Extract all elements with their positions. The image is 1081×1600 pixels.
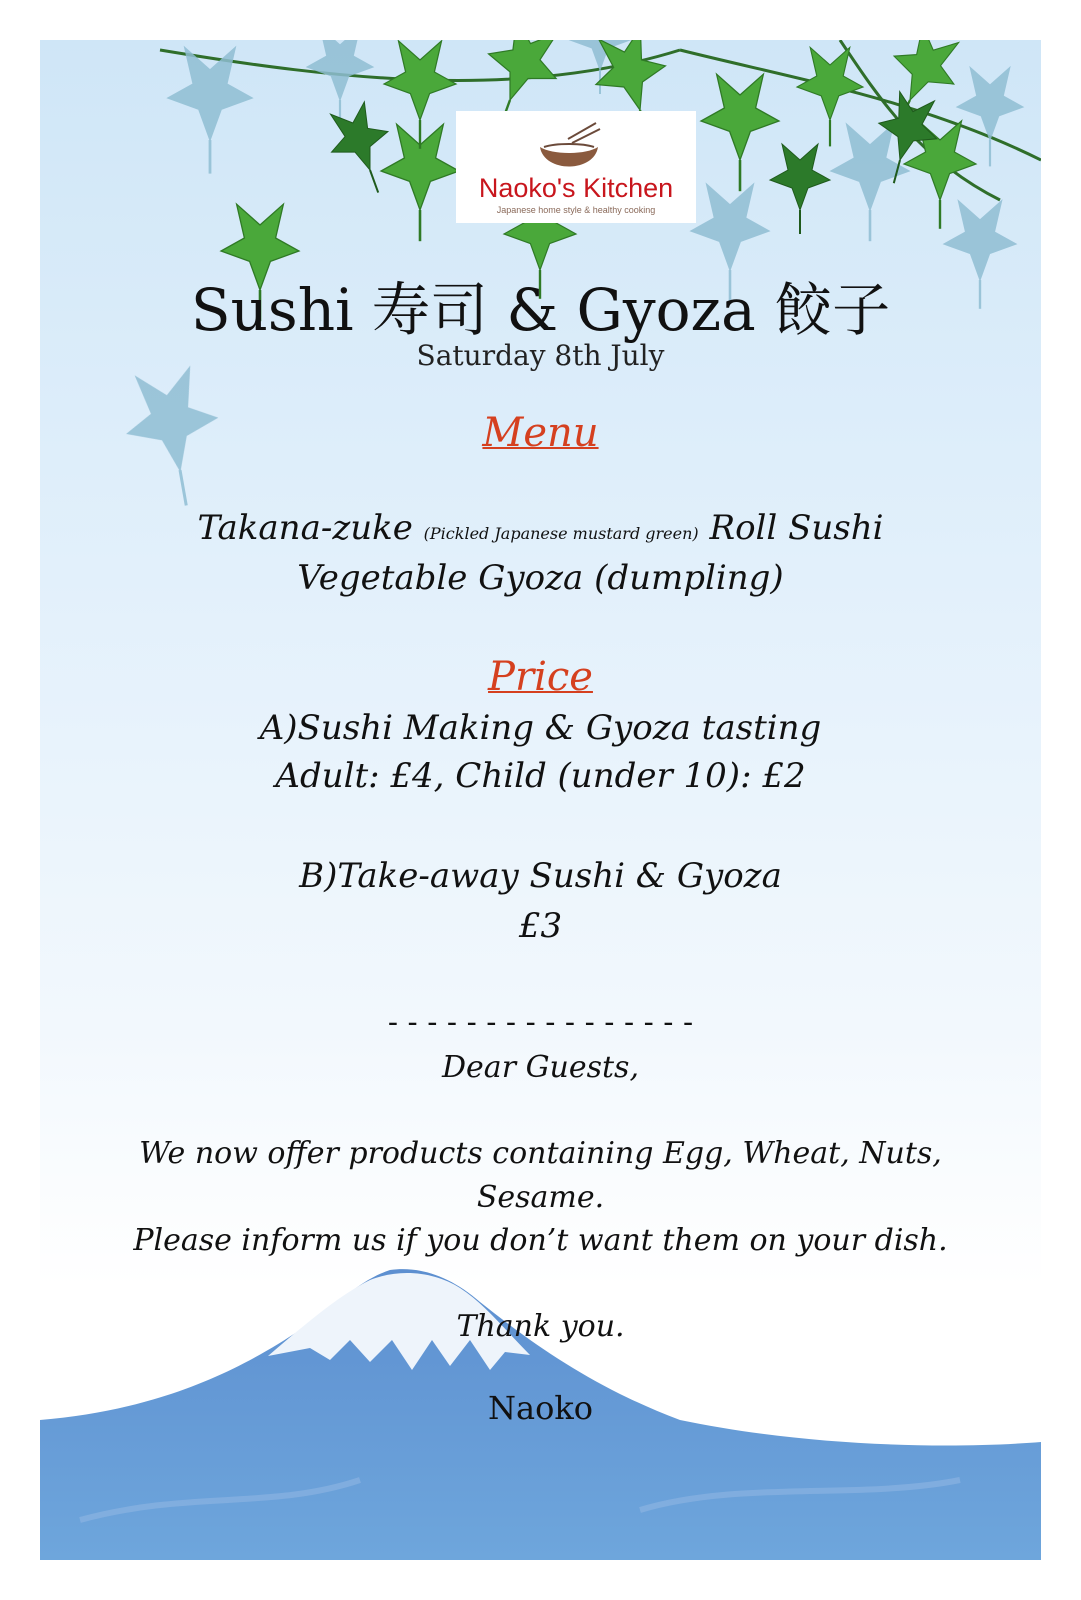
event-date: Saturday 8th July bbox=[416, 339, 665, 372]
notice-line-3: Please inform us if you don’t want them on your dish. bbox=[133, 1223, 948, 1258]
poster bbox=[40, 40, 1041, 1560]
menu-heading: Menu bbox=[482, 410, 599, 456]
notice-line-2: Sesame. bbox=[476, 1180, 605, 1215]
event-title: Sushi 寿司 & Gyoza 餃子 bbox=[190, 276, 891, 344]
menu-item-roll-sushi bbox=[40, 508, 1041, 554]
greeting: Dear Guests, bbox=[442, 1050, 639, 1085]
signature: Naoko bbox=[488, 1389, 593, 1427]
logo bbox=[456, 111, 696, 223]
menu-item-gyoza: Vegetable Gyoza (dumpling) bbox=[297, 558, 784, 598]
option-b-price: £3 bbox=[518, 906, 563, 946]
option-b-title: B)Take-away Sushi & Gyoza bbox=[299, 856, 782, 896]
notice-line-1: We now offer products containing Egg, Wheat, Nuts, bbox=[139, 1136, 942, 1171]
menu-item-end: Roll Sushi bbox=[709, 508, 884, 548]
logo-tagline: Japanese home style & healthy cooking bbox=[496, 205, 656, 215]
menu-item-main: Takana-zuke bbox=[197, 508, 413, 548]
price-heading: Price bbox=[488, 654, 593, 700]
menu-item-note: (Pickled Japanese mustard green) bbox=[423, 524, 699, 543]
option-a-price: Adult: £4, Child (under 10): £2 bbox=[275, 756, 806, 796]
bowl-icon bbox=[534, 121, 606, 179]
divider: - - - - - - - - - - - - - - - - bbox=[387, 1005, 694, 1040]
thanks: Thank you. bbox=[456, 1309, 625, 1344]
logo-name: Naoko's Kitchen bbox=[478, 173, 674, 203]
option-a-title: A)Sushi Making & Gyoza tasting bbox=[259, 708, 822, 748]
